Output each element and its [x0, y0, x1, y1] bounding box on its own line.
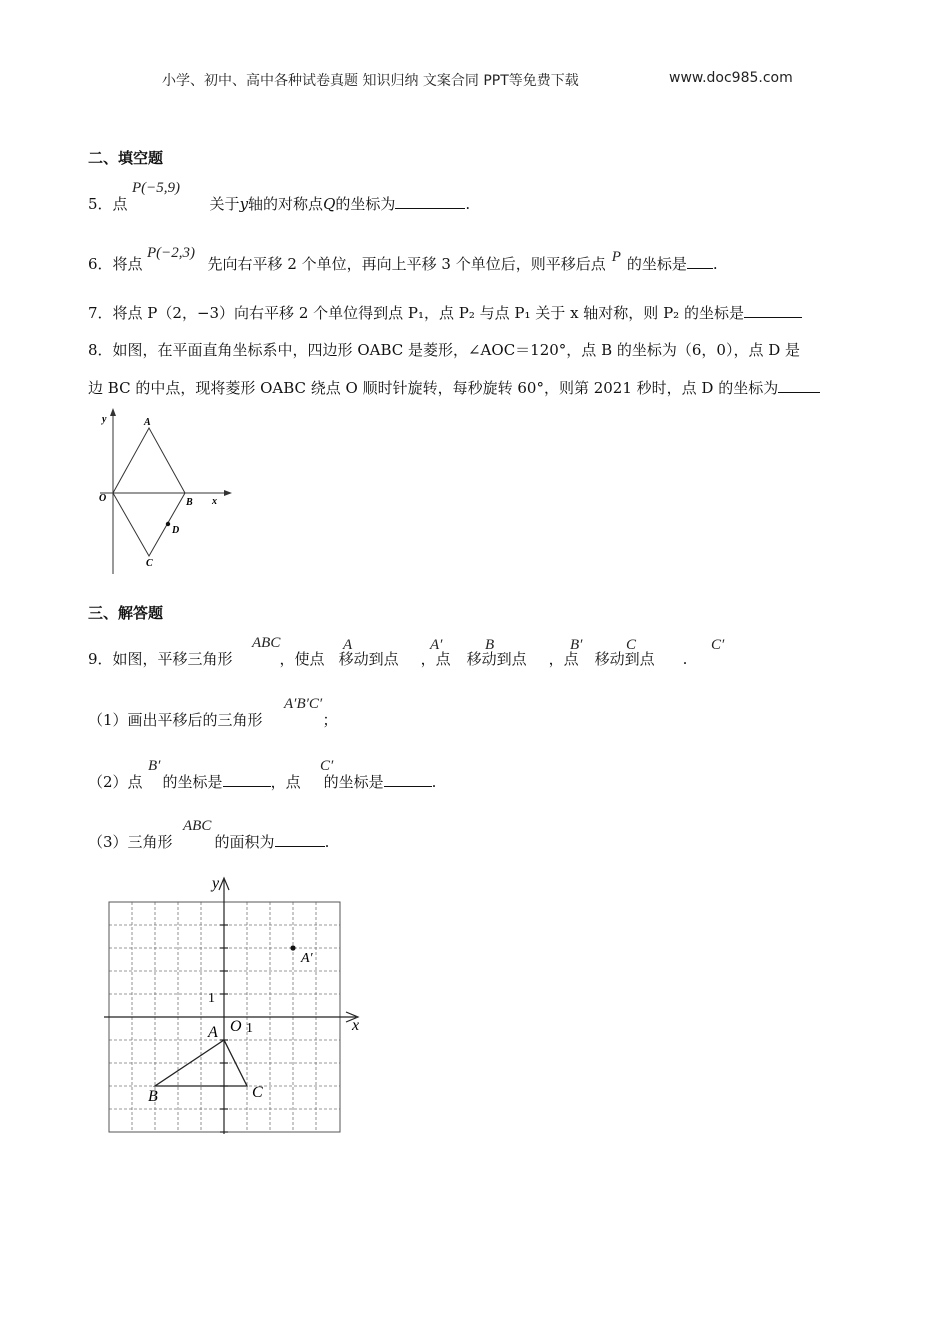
answer-blank-area[interactable]: [275, 832, 325, 847]
label-y: y: [212, 875, 220, 892]
label-B: B: [148, 1088, 158, 1105]
label-O: O: [230, 1018, 242, 1035]
q5-point-expression: P(−5,9): [132, 180, 181, 196]
label-C: C: [146, 558, 153, 569]
header-url: www.doc985.com: [669, 70, 793, 86]
label-D: D: [172, 525, 180, 536]
question-9-part3: （3）三角形 的面积为 .: [88, 833, 330, 851]
point-D: [166, 522, 170, 526]
section-title-solve: 三、解答题: [88, 604, 164, 622]
q9-point-C-prime: C′: [711, 637, 725, 653]
coordinate-grid-figure: [100, 872, 370, 1140]
question-9-part2: （2）点 的坐标是 ，点 的坐标是 .: [88, 773, 437, 791]
label-A: A: [208, 1024, 218, 1041]
question-5: 5．点 关于y轴的对称点Q的坐标为 .: [88, 195, 471, 213]
question-6: 6．将点 先向右平移 2 个单位，再向上平移 3 个单位后，则平移后点 P 的坐标是 .: [88, 249, 718, 273]
label-B: B: [186, 497, 193, 508]
q9-triangle-A1B1C1: A′B′C′: [284, 696, 323, 712]
q9-triangle-ABC: ABC: [252, 635, 281, 651]
label-A: A: [144, 417, 151, 428]
q9-point-B-prime: B′: [570, 637, 583, 653]
answer-blank-B-prime[interactable]: [223, 772, 271, 787]
answer-blank[interactable]: [744, 303, 802, 318]
question-8-line1: 8．如图，在平面直角坐标系中，四边形 OABC 是菱形，∠AOC＝120°，点 B 的坐标为（6，0），点 D 是: [88, 341, 801, 359]
question-8-line2: 边 BC 的中点，现将菱形 OABC 绕点 O 顺时针旋转，每秒旋转 60°，则第 2021 秒时，点 D 的坐标为: [88, 377, 820, 399]
answer-blank[interactable]: [395, 194, 465, 209]
answer-blank[interactable]: [778, 378, 820, 393]
label-y-one: 1: [208, 991, 215, 1006]
section-title-fill-blank: 二、填空题: [88, 149, 164, 167]
label-y: y: [102, 414, 107, 425]
rhombus-figure: [92, 408, 242, 580]
answer-blank[interactable]: [687, 254, 713, 269]
q9-point-B: B: [485, 637, 495, 653]
y-axis-arrow: [110, 408, 116, 416]
q9-part2-B-prime: B′: [148, 758, 161, 774]
label-A-prime: A′: [301, 951, 313, 966]
q6-point-expression: P(−2,3): [147, 245, 196, 261]
q9-part2-C-prime: C′: [320, 758, 334, 774]
q9-point-C: C: [626, 637, 637, 653]
question-9: 9．如图，平移三角形 ，使点 移动到点 ，点 移动到点 ，点 移动到点 .: [88, 650, 688, 668]
rhombus-OABC: [113, 428, 185, 556]
answer-blank-C-prime[interactable]: [384, 772, 432, 787]
label-x: x: [212, 496, 217, 507]
header-text: 小学、初中、高中各种试卷真题 知识归纳 文案合同 PPT等免费下载: [162, 73, 579, 89]
label-x-one: 1: [246, 1021, 253, 1036]
q9-point-A-prime: A′: [430, 637, 443, 653]
label-C: C: [252, 1084, 263, 1101]
label-x: x: [352, 1017, 360, 1034]
x-axis-arrow: [224, 490, 232, 496]
question-7: 7．将点 P（2，−3）向右平移 2 个单位得到点 P₁，点 P₂ 与点 P₁ 关于 x 轴对称，则 P₂ 的坐标是: [88, 302, 802, 324]
point-A-prime: [290, 945, 295, 950]
label-O: O: [99, 493, 107, 504]
q9-point-A: A: [343, 637, 353, 653]
q9-part3-triangle-ABC: ABC: [183, 818, 212, 834]
question-9-part1: （1）画出平移后的三角形 ；: [88, 711, 338, 729]
